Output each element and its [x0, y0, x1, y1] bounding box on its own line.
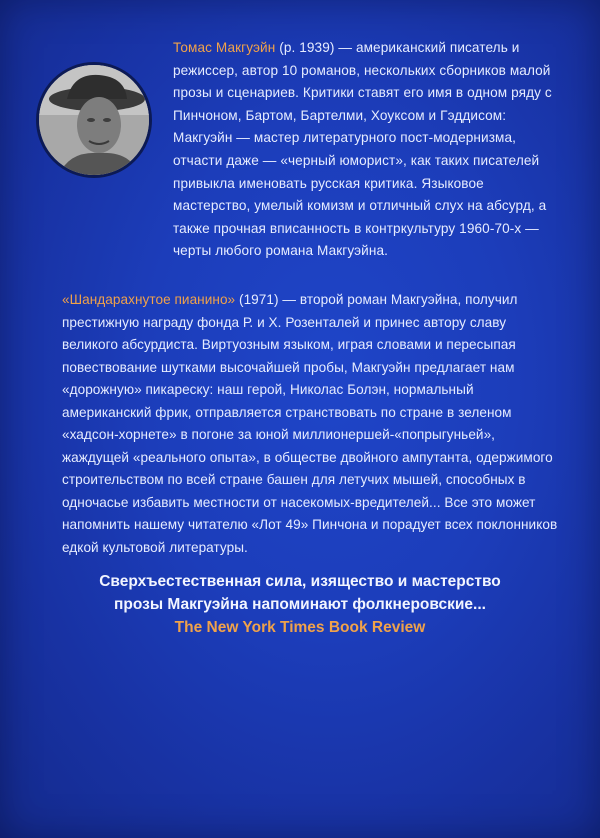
press-quote: [20, 570, 580, 639]
author-bio-paragraph: [173, 37, 558, 263]
author-bio: [173, 37, 558, 263]
book-description-text: (1971) — второй роман Макгуэйна, получил престижную награду фонда Р. и Х. Розенталей и принес автору славу великого абсурдиста. Виртуозным языком, играя словами и пересыпая повествование шутками высочайшей пробы, Макгуэйн предлагает нам «дорожную» пикареску: наш герой, Николас Болэн, нормальный американский фрик, отправляется странствовать по стране в зеленом «хадсон-хорнете» в погоне за юной миллионершей-«попрыгуньей», жаждущей «реального опыта», в обществе двойного ампутанта, одержимого строительством по всей стране башен для летучих мышей, способных в одночасье избавить местности от насекомых-вредителей... Все это может напомнить нашему читателю «Лот 49» Пинчона и порадует всех поклонников едкой культовой литературы.: [62, 292, 558, 555]
book-description-paragraph: [62, 289, 558, 559]
author-name: Томас Макгуэйн: [173, 40, 276, 55]
author-portrait: [36, 62, 152, 178]
book-title: «Шандарахнутое пианино»: [62, 292, 236, 307]
book-description: [62, 289, 558, 559]
press-quote-source: The New York Times Book Review: [174, 619, 426, 636]
press-quote-line-1: Сверхъестественная сила, изящество и мастерство: [99, 573, 501, 590]
press-quote-line-2: прозы Макгуэйна напоминают фолкнеровские...: [114, 596, 486, 613]
author-photo-icon: [39, 65, 149, 175]
author-bio-text: (р. 1939) — американский писатель и режиссер, автор 10 романов, нескольких сборников малой прозы и сценариев. Критики ставят его имя в одном ряду с Пинчоном, Бартом, Бартелми, Хоуксом и Гэддисом: Макгуэйн — мастер литературного пост-модернизма, отчасти даже — «черный юморист», как таких писателей привыкла именовать русская критика. Языковое мастерство, умелый комизм и отличный слух на абсурд, а также прочная вписанность в контркультуру 1960-70-х — черты любого романа Макгуэйна.: [173, 40, 552, 259]
